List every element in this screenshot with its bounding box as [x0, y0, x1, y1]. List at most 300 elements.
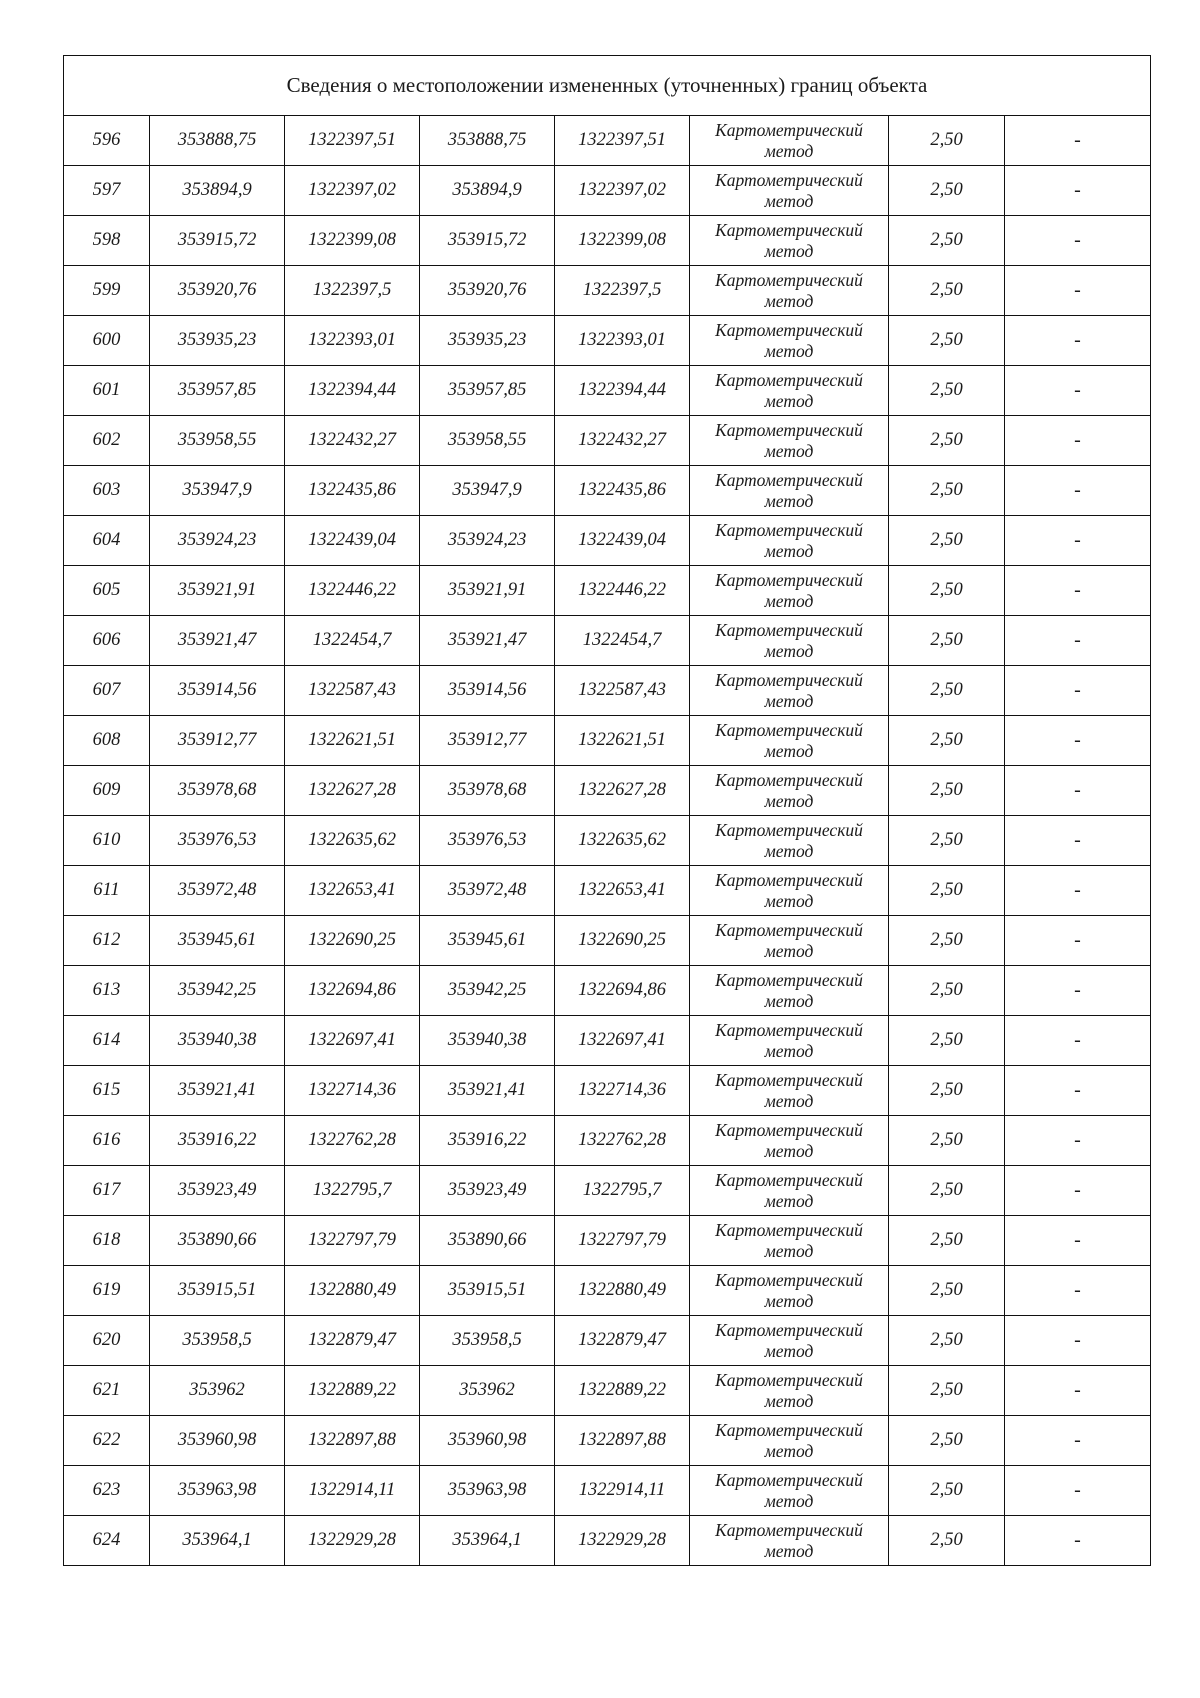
method-label-line1: Картометрический: [715, 219, 863, 240]
point-number-cell: 613: [64, 966, 150, 1016]
note-cell: -: [1005, 316, 1151, 366]
accuracy-cell: 2,50: [889, 816, 1005, 866]
point-number-cell: 617: [64, 1166, 150, 1216]
table-row: [64, 466, 1151, 516]
y-existing-cell: 1322446,22: [285, 566, 420, 616]
method-label-line1: Картометрический: [715, 1119, 863, 1140]
y-existing-cell: 1322397,51: [285, 116, 420, 166]
point-number-cell: 619: [64, 1266, 150, 1316]
note-cell: -: [1005, 366, 1151, 416]
y-existing-cell: 1322432,27: [285, 416, 420, 466]
method-label-line2: метод: [764, 240, 814, 261]
table-row: [64, 766, 1151, 816]
x-existing-cell: 353914,56: [150, 666, 285, 716]
x-refined-cell: 353960,98: [420, 1416, 555, 1466]
x-existing-cell: 353947,9: [150, 466, 285, 516]
x-refined-cell: 353894,9: [420, 166, 555, 216]
accuracy-cell: 2,50: [889, 1466, 1005, 1516]
accuracy-cell: 2,50: [889, 316, 1005, 366]
method-label-line1: Картометрический: [715, 819, 863, 840]
table-row: [64, 1466, 1151, 1516]
method-label-line1: Картометрический: [715, 1219, 863, 1240]
x-refined-cell: 353958,55: [420, 416, 555, 466]
point-number-cell: 618: [64, 1216, 150, 1266]
method-label-line1: Картометрический: [715, 319, 863, 340]
point-number-cell: 609: [64, 766, 150, 816]
method-label-line2: метод: [764, 790, 814, 811]
method-cell: [690, 1216, 889, 1266]
y-refined-cell: 1322897,88: [555, 1416, 690, 1466]
accuracy-cell: 2,50: [889, 1266, 1005, 1316]
point-number-cell: 605: [64, 566, 150, 616]
accuracy-cell: 2,50: [889, 1166, 1005, 1216]
method-cell: [690, 966, 889, 1016]
x-existing-cell: 353958,5: [150, 1316, 285, 1366]
method-label-line2: метод: [764, 1090, 814, 1111]
method-label-line1: Картометрический: [715, 269, 863, 290]
method-cell: [690, 916, 889, 966]
point-number-cell: 614: [64, 1016, 150, 1066]
method-label-line2: метод: [764, 840, 814, 861]
method-label-line2: метод: [764, 590, 814, 611]
y-refined-cell: 1322697,41: [555, 1016, 690, 1066]
y-refined-cell: 1322397,5: [555, 266, 690, 316]
accuracy-cell: 2,50: [889, 1216, 1005, 1266]
table-row: [64, 1066, 1151, 1116]
accuracy-cell: 2,50: [889, 666, 1005, 716]
point-number-cell: 597: [64, 166, 150, 216]
x-refined-cell: 353942,25: [420, 966, 555, 1016]
method-label-line2: метод: [764, 490, 814, 511]
method-label-line1: Картометрический: [715, 919, 863, 940]
method-label-line2: метод: [764, 190, 814, 211]
x-existing-cell: 353894,9: [150, 166, 285, 216]
y-refined-cell: 1322435,86: [555, 466, 690, 516]
method-cell: [690, 1416, 889, 1466]
point-number-cell: 612: [64, 916, 150, 966]
x-existing-cell: 353978,68: [150, 766, 285, 816]
x-existing-cell: 353915,72: [150, 216, 285, 266]
note-cell: -: [1005, 1066, 1151, 1116]
x-refined-cell: 353912,77: [420, 716, 555, 766]
method-label-line2: метод: [764, 1140, 814, 1161]
x-refined-cell: 353921,91: [420, 566, 555, 616]
point-number-cell: 599: [64, 266, 150, 316]
accuracy-cell: 2,50: [889, 166, 1005, 216]
table-row: [64, 716, 1151, 766]
accuracy-cell: 2,50: [889, 366, 1005, 416]
accuracy-cell: 2,50: [889, 466, 1005, 516]
x-refined-cell: 353972,48: [420, 866, 555, 916]
note-cell: -: [1005, 416, 1151, 466]
method-cell: [690, 866, 889, 916]
y-refined-cell: 1322795,7: [555, 1166, 690, 1216]
y-existing-cell: 1322635,62: [285, 816, 420, 866]
note-cell: -: [1005, 916, 1151, 966]
method-label-line1: Картометрический: [715, 1019, 863, 1040]
y-refined-cell: 1322627,28: [555, 766, 690, 816]
method-cell: [690, 1266, 889, 1316]
y-existing-cell: 1322762,28: [285, 1116, 420, 1166]
table-row: [64, 666, 1151, 716]
table-row: [64, 866, 1151, 916]
x-refined-cell: 353957,85: [420, 366, 555, 416]
y-refined-cell: 1322393,01: [555, 316, 690, 366]
y-existing-cell: 1322879,47: [285, 1316, 420, 1366]
method-label-line2: метод: [764, 1340, 814, 1361]
accuracy-cell: 2,50: [889, 1066, 1005, 1116]
note-cell: -: [1005, 466, 1151, 516]
y-existing-cell: 1322394,44: [285, 366, 420, 416]
y-refined-cell: 1322762,28: [555, 1116, 690, 1166]
y-refined-cell: 1322439,04: [555, 516, 690, 566]
note-cell: -: [1005, 1316, 1151, 1366]
point-number-cell: 607: [64, 666, 150, 716]
method-cell: [690, 1166, 889, 1216]
x-existing-cell: 353921,91: [150, 566, 285, 616]
y-existing-cell: 1322399,08: [285, 216, 420, 266]
method-label-line2: метод: [764, 540, 814, 561]
point-number-cell: 603: [64, 466, 150, 516]
y-refined-cell: 1322889,22: [555, 1366, 690, 1416]
point-number-cell: 604: [64, 516, 150, 566]
method-label-line2: метод: [764, 1440, 814, 1461]
note-cell: -: [1005, 816, 1151, 866]
method-label-line2: метод: [764, 1290, 814, 1311]
accuracy-cell: 2,50: [889, 516, 1005, 566]
note-cell: -: [1005, 1166, 1151, 1216]
note-cell: -: [1005, 666, 1151, 716]
x-existing-cell: 353921,41: [150, 1066, 285, 1116]
y-existing-cell: 1322621,51: [285, 716, 420, 766]
table-row: [64, 266, 1151, 316]
table-row: [64, 566, 1151, 616]
method-label-line2: метод: [764, 1190, 814, 1211]
note-cell: -: [1005, 1266, 1151, 1316]
x-refined-cell: 353916,22: [420, 1116, 555, 1166]
x-existing-cell: 353940,38: [150, 1016, 285, 1066]
accuracy-cell: 2,50: [889, 566, 1005, 616]
x-refined-cell: 353915,51: [420, 1266, 555, 1316]
x-existing-cell: 353912,77: [150, 716, 285, 766]
y-refined-cell: 1322879,47: [555, 1316, 690, 1366]
method-label-line2: метод: [764, 1490, 814, 1511]
x-refined-cell: 353945,61: [420, 916, 555, 966]
point-number-cell: 602: [64, 416, 150, 466]
boundary-coordinates-table: [63, 55, 1151, 1566]
x-refined-cell: 353962: [420, 1366, 555, 1416]
note-cell: -: [1005, 516, 1151, 566]
y-refined-cell: 1322914,11: [555, 1466, 690, 1516]
method-label-line1: Картометрический: [715, 469, 863, 490]
method-cell: [690, 216, 889, 266]
y-refined-cell: 1322397,51: [555, 116, 690, 166]
method-label-line2: метод: [764, 1390, 814, 1411]
accuracy-cell: 2,50: [889, 966, 1005, 1016]
point-number-cell: 598: [64, 216, 150, 266]
method-cell: [690, 1516, 889, 1566]
y-existing-cell: 1322889,22: [285, 1366, 420, 1416]
method-label-line2: метод: [764, 140, 814, 161]
point-number-cell: 600: [64, 316, 150, 366]
y-existing-cell: 1322914,11: [285, 1466, 420, 1516]
x-existing-cell: 353972,48: [150, 866, 285, 916]
table-row: [64, 1416, 1151, 1466]
x-existing-cell: 353962: [150, 1366, 285, 1416]
accuracy-cell: 2,50: [889, 766, 1005, 816]
point-number-cell: 610: [64, 816, 150, 866]
x-refined-cell: 353914,56: [420, 666, 555, 716]
table-row: [64, 1366, 1151, 1416]
accuracy-cell: 2,50: [889, 266, 1005, 316]
table-row: [64, 216, 1151, 266]
y-refined-cell: 1322635,62: [555, 816, 690, 866]
note-cell: -: [1005, 266, 1151, 316]
table-row: [64, 1166, 1151, 1216]
method-cell: [690, 466, 889, 516]
table-row: [64, 1516, 1151, 1566]
note-cell: -: [1005, 166, 1151, 216]
point-number-cell: 616: [64, 1116, 150, 1166]
y-refined-cell: 1322929,28: [555, 1516, 690, 1566]
method-label-line1: Картометрический: [715, 1269, 863, 1290]
accuracy-cell: 2,50: [889, 116, 1005, 166]
point-number-cell: 601: [64, 366, 150, 416]
method-label-line2: метод: [764, 1040, 814, 1061]
accuracy-cell: 2,50: [889, 716, 1005, 766]
note-cell: -: [1005, 1216, 1151, 1266]
y-existing-cell: 1322439,04: [285, 516, 420, 566]
accuracy-cell: 2,50: [889, 416, 1005, 466]
y-existing-cell: 1322797,79: [285, 1216, 420, 1266]
method-label-line1: Картометрический: [715, 119, 863, 140]
accuracy-cell: 2,50: [889, 1366, 1005, 1416]
table-row: [64, 116, 1151, 166]
method-label-line1: Картометрический: [715, 1369, 863, 1390]
y-refined-cell: 1322587,43: [555, 666, 690, 716]
x-existing-cell: 353945,61: [150, 916, 285, 966]
point-number-cell: 624: [64, 1516, 150, 1566]
x-existing-cell: 353888,75: [150, 116, 285, 166]
table-row: [64, 516, 1151, 566]
x-refined-cell: 353921,47: [420, 616, 555, 666]
accuracy-cell: 2,50: [889, 866, 1005, 916]
method-label-line2: метод: [764, 940, 814, 961]
x-existing-cell: 353890,66: [150, 1216, 285, 1266]
x-refined-cell: 353935,23: [420, 316, 555, 366]
y-refined-cell: 1322454,7: [555, 616, 690, 666]
accuracy-cell: 2,50: [889, 1316, 1005, 1366]
y-existing-cell: 1322880,49: [285, 1266, 420, 1316]
x-refined-cell: 353958,5: [420, 1316, 555, 1366]
note-cell: -: [1005, 716, 1151, 766]
method-label-line2: метод: [764, 290, 814, 311]
table-row: [64, 1316, 1151, 1366]
table-row: [64, 616, 1151, 666]
method-label-line1: Картометрический: [715, 719, 863, 740]
method-label-line1: Картометрический: [715, 619, 863, 640]
x-refined-cell: 353947,9: [420, 466, 555, 516]
x-existing-cell: 353964,1: [150, 1516, 285, 1566]
note-cell: -: [1005, 1016, 1151, 1066]
method-cell: [690, 766, 889, 816]
table-row: [64, 316, 1151, 366]
x-existing-cell: 353916,22: [150, 1116, 285, 1166]
y-refined-cell: 1322621,51: [555, 716, 690, 766]
method-label-line1: Картометрический: [715, 969, 863, 990]
table-row: [64, 916, 1151, 966]
x-existing-cell: 353957,85: [150, 366, 285, 416]
y-existing-cell: 1322393,01: [285, 316, 420, 366]
x-refined-cell: 353915,72: [420, 216, 555, 266]
accuracy-cell: 2,50: [889, 616, 1005, 666]
note-cell: -: [1005, 1416, 1151, 1466]
y-existing-cell: 1322627,28: [285, 766, 420, 816]
method-label-line1: Картометрический: [715, 569, 863, 590]
method-label-line2: метод: [764, 440, 814, 461]
x-existing-cell: 353976,53: [150, 816, 285, 866]
method-label-line2: метод: [764, 990, 814, 1011]
x-refined-cell: 353940,38: [420, 1016, 555, 1066]
y-existing-cell: 1322435,86: [285, 466, 420, 516]
note-cell: -: [1005, 766, 1151, 816]
method-cell: [690, 566, 889, 616]
y-refined-cell: 1322432,27: [555, 416, 690, 466]
table-row: [64, 366, 1151, 416]
accuracy-cell: 2,50: [889, 216, 1005, 266]
note-cell: -: [1005, 1466, 1151, 1516]
x-existing-cell: 353958,55: [150, 416, 285, 466]
accuracy-cell: 2,50: [889, 1016, 1005, 1066]
method-label-line1: Картометрический: [715, 1519, 863, 1540]
point-number-cell: 620: [64, 1316, 150, 1366]
method-label-line1: Картометрический: [715, 519, 863, 540]
method-cell: [690, 1066, 889, 1116]
method-label-line1: Картометрический: [715, 1319, 863, 1340]
method-label-line2: метод: [764, 340, 814, 361]
y-refined-cell: 1322653,41: [555, 866, 690, 916]
y-existing-cell: 1322714,36: [285, 1066, 420, 1116]
x-refined-cell: 353923,49: [420, 1166, 555, 1216]
table-row: [64, 1216, 1151, 1266]
method-label-line1: Картометрический: [715, 1169, 863, 1190]
table-row: [64, 1016, 1151, 1066]
accuracy-cell: 2,50: [889, 1416, 1005, 1466]
x-existing-cell: 353963,98: [150, 1466, 285, 1516]
method-cell: [690, 366, 889, 416]
accuracy-cell: 2,50: [889, 916, 1005, 966]
note-cell: -: [1005, 1516, 1151, 1566]
method-label-line1: Картометрический: [715, 669, 863, 690]
y-refined-cell: 1322399,08: [555, 216, 690, 266]
table-row: [64, 416, 1151, 466]
method-label-line2: метод: [764, 640, 814, 661]
x-existing-cell: 353923,49: [150, 1166, 285, 1216]
x-refined-cell: 353888,75: [420, 116, 555, 166]
method-label-line2: метод: [764, 890, 814, 911]
point-number-cell: 623: [64, 1466, 150, 1516]
point-number-cell: 608: [64, 716, 150, 766]
y-existing-cell: 1322653,41: [285, 866, 420, 916]
y-existing-cell: 1322690,25: [285, 916, 420, 966]
method-label-line1: Картометрический: [715, 869, 863, 890]
method-cell: [690, 616, 889, 666]
x-existing-cell: 353960,98: [150, 1416, 285, 1466]
x-refined-cell: 353976,53: [420, 816, 555, 866]
y-existing-cell: 1322929,28: [285, 1516, 420, 1566]
y-existing-cell: 1322897,88: [285, 1416, 420, 1466]
accuracy-cell: 2,50: [889, 1116, 1005, 1166]
method-cell: [690, 416, 889, 466]
x-existing-cell: 353915,51: [150, 1266, 285, 1316]
method-cell: [690, 166, 889, 216]
x-existing-cell: 353942,25: [150, 966, 285, 1016]
method-label-line2: метод: [764, 740, 814, 761]
method-cell: [690, 1316, 889, 1366]
table-row: [64, 816, 1151, 866]
method-cell: [690, 1016, 889, 1066]
point-number-cell: 596: [64, 116, 150, 166]
y-existing-cell: 1322694,86: [285, 966, 420, 1016]
y-refined-cell: 1322797,79: [555, 1216, 690, 1266]
y-existing-cell: 1322397,02: [285, 166, 420, 216]
y-refined-cell: 1322694,86: [555, 966, 690, 1016]
y-refined-cell: 1322880,49: [555, 1266, 690, 1316]
table-row: [64, 1116, 1151, 1166]
table-title: Сведения о местоположении измененных (уточненных) границ объекта: [64, 56, 1151, 116]
y-refined-cell: 1322714,36: [555, 1066, 690, 1116]
y-refined-cell: 1322446,22: [555, 566, 690, 616]
method-label-line1: Картометрический: [715, 1419, 863, 1440]
x-refined-cell: 353924,23: [420, 516, 555, 566]
y-existing-cell: 1322397,5: [285, 266, 420, 316]
note-cell: -: [1005, 216, 1151, 266]
method-cell: [690, 716, 889, 766]
y-refined-cell: 1322690,25: [555, 916, 690, 966]
table-body: [64, 116, 1151, 1566]
method-cell: [690, 1466, 889, 1516]
x-refined-cell: 353921,41: [420, 1066, 555, 1116]
method-label-line1: Картометрический: [715, 1469, 863, 1490]
x-existing-cell: 353921,47: [150, 616, 285, 666]
table-title-row: [64, 56, 1151, 116]
point-number-cell: 622: [64, 1416, 150, 1466]
method-label-line1: Картометрический: [715, 769, 863, 790]
method-label-line1: Картометрический: [715, 169, 863, 190]
x-refined-cell: 353964,1: [420, 1516, 555, 1566]
method-cell: [690, 516, 889, 566]
method-label-line2: метод: [764, 390, 814, 411]
method-cell: [690, 116, 889, 166]
y-existing-cell: 1322587,43: [285, 666, 420, 716]
method-cell: [690, 316, 889, 366]
note-cell: -: [1005, 866, 1151, 916]
y-existing-cell: 1322454,7: [285, 616, 420, 666]
note-cell: -: [1005, 566, 1151, 616]
x-existing-cell: 353935,23: [150, 316, 285, 366]
x-existing-cell: 353924,23: [150, 516, 285, 566]
note-cell: -: [1005, 966, 1151, 1016]
accuracy-cell: 2,50: [889, 1516, 1005, 1566]
x-refined-cell: 353978,68: [420, 766, 555, 816]
method-label-line1: Картометрический: [715, 1069, 863, 1090]
note-cell: -: [1005, 1366, 1151, 1416]
method-label-line2: метод: [764, 690, 814, 711]
method-label-line1: Картометрический: [715, 369, 863, 390]
x-refined-cell: 353890,66: [420, 1216, 555, 1266]
method-cell: [690, 816, 889, 866]
method-cell: [690, 1116, 889, 1166]
